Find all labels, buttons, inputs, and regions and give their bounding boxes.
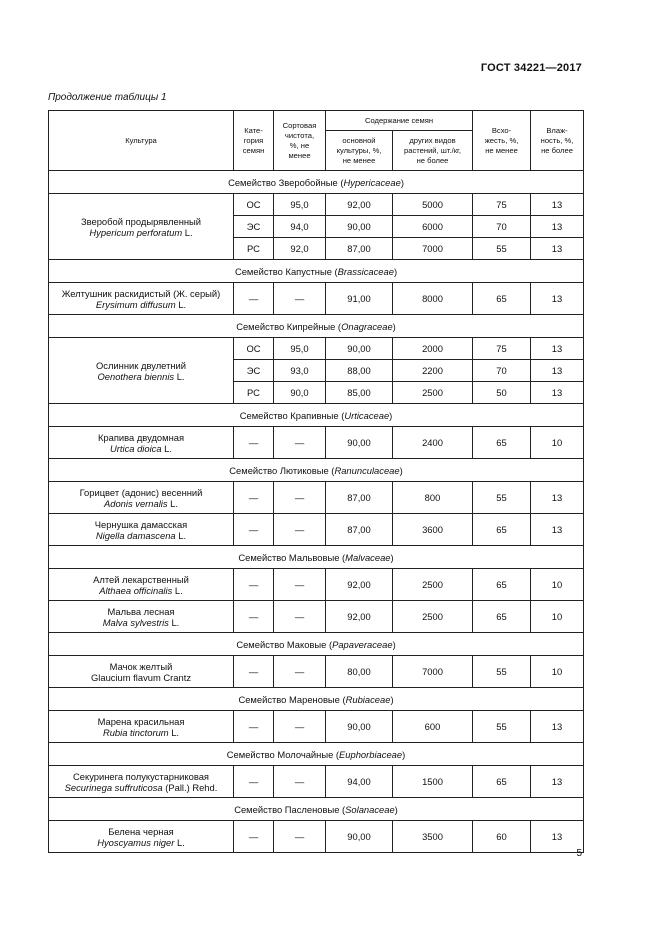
cell-purity: — — [274, 821, 326, 853]
culture-name: Горицвет (адонис) весенний Adonis vernalis L. — [49, 482, 234, 514]
cell-moisture: 13 — [531, 766, 584, 798]
cell-purity: 93,0 — [274, 360, 326, 382]
cell-moisture: 13 — [531, 194, 584, 216]
cell-other-species: 5000 — [393, 194, 473, 216]
header-seed-content: Содержание семян — [326, 111, 473, 131]
family-heading: Семейство Пасленовые (Solanaceae) — [49, 798, 584, 821]
table-continuation-caption: Продолжение таблицы 1 — [48, 92, 167, 103]
family-heading: Семейство Крапивные (Urticaceae) — [49, 404, 584, 427]
table-body — [49, 171, 584, 853]
cell-category: — — [234, 569, 274, 601]
family-row — [49, 404, 584, 427]
cell-main-culture: 90,00 — [326, 821, 393, 853]
table-row — [49, 427, 584, 459]
table-row — [49, 821, 584, 853]
cell-germination: 65 — [473, 283, 531, 315]
cell-moisture: 13 — [531, 821, 584, 853]
cell-category: — — [234, 427, 274, 459]
cell-other-species: 8000 — [393, 283, 473, 315]
cell-main-culture: 85,00 — [326, 382, 393, 404]
cell-purity: 95,0 — [274, 338, 326, 360]
family-row — [49, 459, 584, 482]
cell-main-culture: 87,00 — [326, 482, 393, 514]
cell-moisture: 13 — [531, 338, 584, 360]
cell-main-culture: 91,00 — [326, 283, 393, 315]
cell-moisture: 13 — [531, 711, 584, 743]
header-germination: Всхо- жесть, %, не менее — [473, 111, 531, 171]
cell-moisture: 13 — [531, 238, 584, 260]
cell-main-culture: 90,00 — [326, 216, 393, 238]
document-code: ГОСТ 34221—2017 — [480, 62, 582, 74]
cell-purity: 90,0 — [274, 382, 326, 404]
cell-other-species: 2500 — [393, 569, 473, 601]
header-moisture: Влаж- ность, %, не более — [531, 111, 584, 171]
cell-moisture: 13 — [531, 216, 584, 238]
cell-category: — — [234, 482, 274, 514]
cell-category: ОС — [234, 194, 274, 216]
cell-other-species: 2500 — [393, 382, 473, 404]
cell-other-species: 2500 — [393, 601, 473, 633]
cell-germination: 60 — [473, 821, 531, 853]
cell-other-species: 7000 — [393, 238, 473, 260]
cell-category: — — [234, 283, 274, 315]
header-other-species: других видов растений, шт./кг, не более — [393, 131, 473, 171]
cell-other-species: 7000 — [393, 656, 473, 688]
cell-germination: 50 — [473, 382, 531, 404]
family-heading: Семейство Мареновые (Rubiaceae) — [49, 688, 584, 711]
cell-other-species: 3500 — [393, 821, 473, 853]
header-culture: Культура — [49, 111, 234, 171]
culture-name: Алтей лекарственный Althaea officinalis L. — [49, 569, 234, 601]
cell-purity: — — [274, 514, 326, 546]
family-row — [49, 260, 584, 283]
table-row — [49, 569, 584, 601]
cell-germination: 55 — [473, 238, 531, 260]
cell-other-species: 6000 — [393, 216, 473, 238]
cell-category: — — [234, 601, 274, 633]
family-row — [49, 546, 584, 569]
cell-category: ОС — [234, 338, 274, 360]
table-row — [49, 514, 584, 546]
family-row — [49, 315, 584, 338]
cell-category: — — [234, 711, 274, 743]
cell-other-species: 600 — [393, 711, 473, 743]
culture-name: Марена красильная Rubia tinctorum L. — [49, 711, 234, 743]
cell-purity: — — [274, 656, 326, 688]
cell-germination: 55 — [473, 482, 531, 514]
cell-moisture: 10 — [531, 656, 584, 688]
cell-purity: — — [274, 283, 326, 315]
family-heading: Семейство Маковые (Papaveraceae) — [49, 633, 584, 656]
cell-main-culture: 90,00 — [326, 427, 393, 459]
cell-category: — — [234, 514, 274, 546]
cell-category: ЭС — [234, 360, 274, 382]
cell-main-culture: 80,00 — [326, 656, 393, 688]
cell-moisture: 10 — [531, 427, 584, 459]
cell-category: РС — [234, 382, 274, 404]
cell-main-culture: 88,00 — [326, 360, 393, 382]
cell-main-culture: 94,00 — [326, 766, 393, 798]
cell-other-species: 2400 — [393, 427, 473, 459]
cell-purity: — — [274, 601, 326, 633]
cell-other-species: 2200 — [393, 360, 473, 382]
cell-other-species: 2000 — [393, 338, 473, 360]
family-row — [49, 743, 584, 766]
cell-germination: 75 — [473, 194, 531, 216]
table-row — [49, 482, 584, 514]
cell-main-culture: 87,00 — [326, 238, 393, 260]
culture-name: Желтушник раскидистый (Ж. серый) Erysimum diffusum L. — [49, 283, 234, 315]
cell-germination: 55 — [473, 656, 531, 688]
cell-purity: — — [274, 569, 326, 601]
cell-main-culture: 92,00 — [326, 194, 393, 216]
cell-moisture: 13 — [531, 283, 584, 315]
cell-germination: 65 — [473, 569, 531, 601]
cell-moisture: 13 — [531, 482, 584, 514]
cell-germination: 70 — [473, 360, 531, 382]
culture-name: Секуринега полукустарниковая Securinega suffruticosa (Pall.) Rehd. — [49, 766, 234, 798]
cell-purity: — — [274, 711, 326, 743]
table-row — [49, 766, 584, 798]
cell-main-culture: 92,00 — [326, 601, 393, 633]
table-row — [49, 194, 584, 216]
cell-germination: 75 — [473, 338, 531, 360]
culture-name: Зверобой продырявленный Hypericum perforatum L. — [49, 194, 234, 260]
cell-main-culture: 90,00 — [326, 711, 393, 743]
cell-germination: 65 — [473, 766, 531, 798]
cell-moisture: 13 — [531, 360, 584, 382]
cell-purity: — — [274, 482, 326, 514]
culture-name: Чернушка дамасская Nigella damascena L. — [49, 514, 234, 546]
cell-purity: 94,0 — [274, 216, 326, 238]
table-row — [49, 656, 584, 688]
cell-moisture: 10 — [531, 601, 584, 633]
family-row — [49, 688, 584, 711]
family-heading: Семейство Мальвовые (Malvaceae) — [49, 546, 584, 569]
cell-germination: 65 — [473, 514, 531, 546]
family-heading: Семейство Кипрейные (Onagraceae) — [49, 315, 584, 338]
cell-germination: 65 — [473, 601, 531, 633]
cell-category: — — [234, 766, 274, 798]
family-heading: Семейство Капустные (Brassicaceae) — [49, 260, 584, 283]
cell-main-culture: 92,00 — [326, 569, 393, 601]
culture-name: Мальва лесная Malva sylvestris L. — [49, 601, 234, 633]
cell-germination: 70 — [473, 216, 531, 238]
cell-moisture: 13 — [531, 382, 584, 404]
culture-name: Крапива двудомная Urtica dioica L. — [49, 427, 234, 459]
cell-other-species: 3600 — [393, 514, 473, 546]
cell-germination: 55 — [473, 711, 531, 743]
cell-purity: — — [274, 427, 326, 459]
cell-main-culture: 90,00 — [326, 338, 393, 360]
cell-main-culture: 87,00 — [326, 514, 393, 546]
page-number: 5 — [576, 848, 582, 859]
cell-category: РС — [234, 238, 274, 260]
cell-moisture: 10 — [531, 569, 584, 601]
table-row — [49, 283, 584, 315]
header-main-culture: основной культуры, %, не менее — [326, 131, 393, 171]
seed-quality-table — [48, 110, 584, 853]
header-category: Кате- гория семян — [234, 111, 274, 171]
table-row — [49, 711, 584, 743]
header-varietal-purity: Сортовая чистота, %, не менее — [274, 111, 326, 171]
table-row — [49, 601, 584, 633]
cell-other-species: 800 — [393, 482, 473, 514]
family-row — [49, 798, 584, 821]
family-heading: Семейство Молочайные (Euphorbiaceae) — [49, 743, 584, 766]
cell-purity: — — [274, 766, 326, 798]
family-row — [49, 171, 584, 194]
culture-name: Мачок желтый Glaucium flavum Crantz — [49, 656, 234, 688]
cell-germination: 65 — [473, 427, 531, 459]
family-row — [49, 633, 584, 656]
table-row — [49, 338, 584, 360]
cell-purity: 95,0 — [274, 194, 326, 216]
cell-category: ЭС — [234, 216, 274, 238]
family-heading: Семейство Зверобойные (Hypericaceae) — [49, 171, 584, 194]
cell-category: — — [234, 821, 274, 853]
cell-moisture: 13 — [531, 514, 584, 546]
culture-name: Ослинник двулетний Oenothera biennis L. — [49, 338, 234, 404]
culture-name: Белена черная Hyoscyamus niger L. — [49, 821, 234, 853]
family-heading: Семейство Лютиковые (Ranunculaceae) — [49, 459, 584, 482]
cell-purity: 92,0 — [274, 238, 326, 260]
cell-category: — — [234, 656, 274, 688]
cell-other-species: 1500 — [393, 766, 473, 798]
